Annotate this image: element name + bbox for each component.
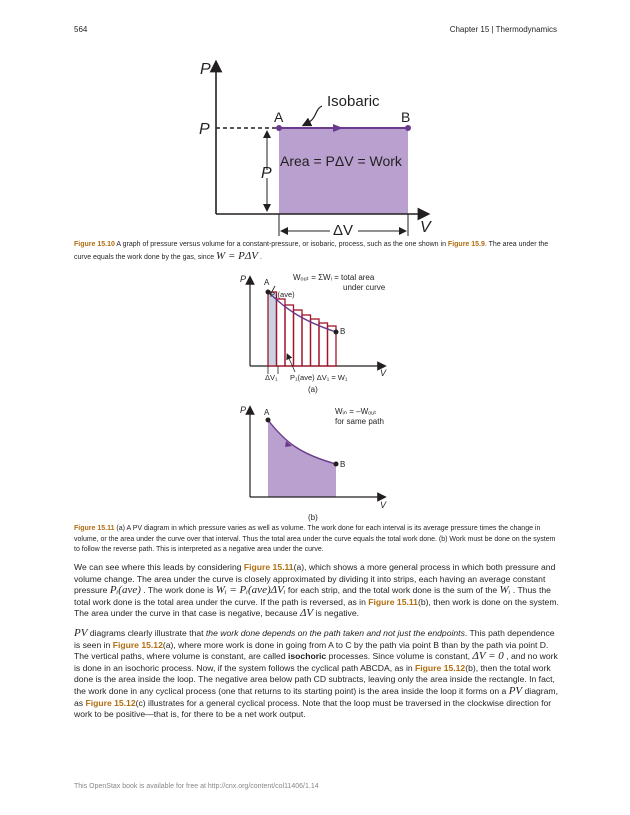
figure-link[interactable]: Figure 15.12: [112, 639, 163, 650]
p-tick-label: P: [199, 121, 210, 138]
v-axis-label: V: [420, 219, 431, 236]
isobaric-label: Isobaric: [327, 93, 380, 110]
svg-text:P: P: [240, 405, 247, 415]
point-b-2b: [334, 462, 339, 467]
svg-text:A: A: [264, 278, 270, 287]
isobaric-pointer: [306, 106, 322, 124]
label-b: B: [401, 109, 411, 125]
strip: [311, 319, 320, 366]
svg-text:P: P: [240, 274, 247, 284]
svg-text:(a): (a): [308, 385, 318, 394]
svg-text:(b): (b): [308, 513, 318, 522]
paragraph-1: We can see where this leads by considering Figure 15.11(a), which shows a more general process in which both pressure and volume change. The area under the curve is closely approximated by dividing it into strips, each having an average constant pressure Pᵢ(ave) . The work done is Wᵢ = Pᵢ(ave)ΔVᵢ for each strip, and the total work done is the sum of the Wᵢ . Thus the total work done is the total area under the curve. If the path is reversed, as in Figure 15.11(b), then work is done on the system. The area under the curve in that case is negative, because ΔV is negative.: [74, 562, 559, 620]
page-number: 564: [74, 25, 88, 34]
strip: [277, 299, 286, 366]
strip: [268, 292, 277, 366]
svg-text:Wₒᵤₜ = ΣWᵢ = total area: Wₒᵤₜ = ΣWᵢ = total area: [293, 273, 375, 282]
svg-text:V: V: [380, 500, 387, 510]
strip: [285, 305, 294, 366]
chapter-title: Chapter 15 | Thermodynamics: [449, 25, 557, 34]
svg-text:B: B: [340, 327, 346, 336]
p-height-label: P: [261, 165, 272, 182]
delta-v-label: ΔV: [333, 222, 354, 239]
figure-15-10-caption: Figure 15.10 A graph of pressure versus volume for a constant-pressure, or isobaric, process, such as the one shown in Figure 15.9. The area under the curve equals the work done by the gas, since W = PΔV .: [74, 241, 549, 262]
figure-link[interactable]: Figure 15.11: [368, 596, 418, 607]
figure-15-11b: [0, 402, 630, 527]
work-area: [279, 128, 408, 214]
figure-link[interactable]: Figure 15.9: [447, 241, 485, 248]
svg-text:for same path: for same path: [335, 417, 384, 426]
strip: [319, 323, 328, 366]
figure-link[interactable]: Figure 15.11: [243, 562, 294, 572]
svg-text:B: B: [340, 460, 346, 469]
svg-text:Wᵢₙ = –Wₒᵤₜ: Wᵢₙ = –Wₒᵤₜ: [335, 407, 377, 416]
svg-text:ΔV₁: ΔV₁: [265, 373, 278, 382]
point-a: [276, 125, 282, 131]
svg-text:P₁(ave) ΔV₁ = W₁: P₁(ave) ΔV₁ = W₁: [290, 373, 348, 382]
p-axis-label: P: [200, 61, 211, 78]
label-a: A: [274, 109, 284, 125]
paragraph-2: PV diagrams clearly illustrate that the work done depends on the path taken and not just the endpoints. This path dependence is seen in Figure 15.12(a), where more work is done in going from A to C by the path via point B than by the path via point D. The vertical paths, where volume is constant, are called isochoric processes. Since volume is constant, ΔV = 0 , and no work is done in an isochoric process. Now, if the system follows the cyclical path ABCDA, as in Figure 15.12(b), then the total work done is the area inside the loop. The negative area below path CD subtracts, leaving only the area inside the rectangle. In fact, the work done in any cyclical process (one that returns to its starting point) is the area inside the loop it forms on a PV diagram, as Figure 15.12(c) illustrates for a general cyclical process. Note that the loop must be traversed in the clockwise direction for work to be positive—that is, for there to be a net work output.: [74, 627, 558, 720]
svg-text:V: V: [380, 368, 387, 378]
figure-15-10: [0, 0, 630, 250]
figure-link[interactable]: Figure 15.12: [415, 662, 466, 673]
point-a-2b: [266, 418, 271, 423]
svg-text:P₁(ave): P₁(ave): [270, 290, 295, 299]
strip: [294, 310, 303, 366]
figure-15-11-caption: Figure 15.11 (a) A PV diagram in which pressure varies as well as volume. The work done for each interval is its average pressure times the change in volume, or the area under the curve over that interval. Thus the total area under the curve equals the total work done. (b) Work must be done on the system to follow the reverse path. This is interpreted as a negative area under the curve.: [74, 525, 556, 553]
area-equation: Area = PΔV = Work: [280, 153, 402, 169]
figure-15-11a: [0, 268, 630, 403]
figure-link[interactable]: Figure 15.12: [85, 697, 136, 708]
strip: [302, 315, 311, 366]
point-b: [405, 125, 411, 131]
svg-text:under curve: under curve: [343, 283, 386, 292]
point-b-2a: [334, 330, 339, 335]
footer-note: This OpenStax book is available for free at http://cnx.org/content/col11406/1.14: [74, 783, 319, 790]
svg-text:A: A: [264, 408, 270, 417]
